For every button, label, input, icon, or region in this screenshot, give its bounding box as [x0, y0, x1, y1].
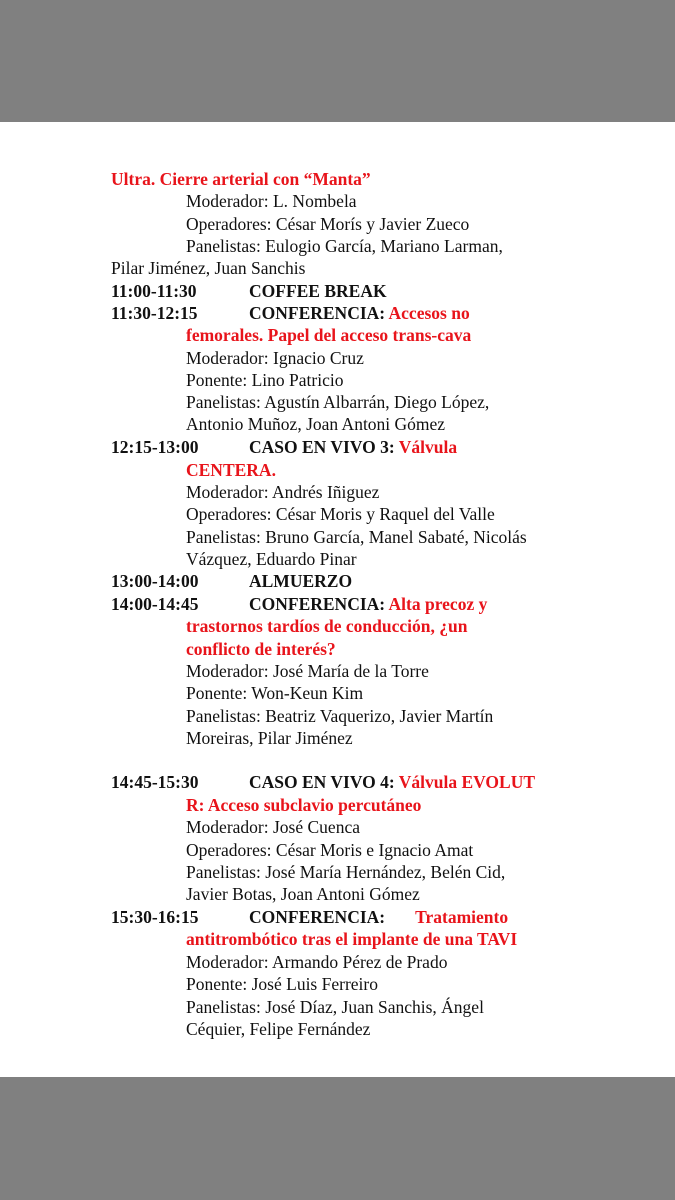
panelists-line: Panelistas: Agustín Albarrán, Diego López,: [186, 392, 490, 412]
operators-line: Operadores: César Morís y Javier Zueco: [186, 214, 470, 234]
schedule-row-almuerzo: [111, 570, 352, 592]
panelists-line: Panelistas: Bruno García, Manel Sabaté, Nicolás: [186, 527, 527, 547]
time-slot: 11:00-11:30: [111, 281, 197, 301]
event-label: CASO EN VIVO 4:: [249, 772, 399, 792]
panelists-line: Panelistas: José María Hernández, Belén Cid,: [186, 862, 506, 882]
time-slot: 13:00-14:00: [111, 571, 199, 591]
speaker-line: Ponente: Won-Keun Kim: [186, 683, 364, 703]
panelists-line-cont: Antonio Muñoz, Joan Antoni Gómez: [186, 414, 446, 434]
panelists-line-cont: Moreiras, Pilar Jiménez: [186, 728, 353, 748]
event-title-cont: femorales. Papel del acceso trans-cava: [186, 325, 472, 345]
operators-line: Operadores: César Moris e Ignacio Amat: [186, 840, 474, 860]
schedule-row-caso3: [111, 436, 457, 458]
moderator-line: Moderador: Armando Pérez de Prado: [186, 952, 448, 972]
event-title: Válvula EVOLUT: [398, 772, 536, 792]
panelists-line: Panelistas: Beatriz Vaquerizo, Javier Martín: [186, 706, 494, 726]
event-label: CONFERENCIA:: [249, 594, 389, 614]
operators-line: Operadores: César Moris y Raquel del Valle: [186, 504, 495, 524]
panelists-line-cont: Vázquez, Eduardo Pinar: [186, 549, 357, 569]
event-title: Alta precoz y: [388, 594, 488, 614]
session-title: Ultra. Cierre arterial con “Manta”: [111, 169, 371, 189]
schedule-row-caso4: [111, 771, 535, 793]
event-label: CONFERENCIA:: [249, 303, 389, 323]
panelists-line-cont: Javier Botas, Joan Antoni Gómez: [186, 884, 420, 904]
event-label: CONFERENCIA:: [249, 907, 386, 927]
event-title-cont: R: Acceso subclavio percutáneo: [186, 795, 422, 815]
event-title-cont: conflicto de interés?: [186, 639, 336, 659]
speaker-line: Ponente: José Luis Ferreiro: [186, 974, 378, 994]
time-slot: 15:30-16:15: [111, 907, 199, 927]
schedule-row-conf2: [111, 593, 487, 615]
moderator-line: Moderador: José Cuenca: [186, 817, 360, 837]
time-slot: 12:15-13:00: [111, 437, 199, 457]
event-label: COFFEE BREAK: [249, 281, 387, 301]
moderator-line: Moderador: L. Nombela: [186, 191, 357, 211]
schedule-row-coffee: [111, 280, 387, 302]
panelists-line: Panelistas: José Díaz, Juan Sanchis, Ángel: [186, 997, 484, 1017]
schedule-row-conf1: [111, 302, 470, 324]
moderator-line: Moderador: Ignacio Cruz: [186, 348, 364, 368]
moderator-line: Moderador: José María de la Torre: [186, 661, 429, 681]
speaker-line: Ponente: Lino Patricio: [186, 370, 344, 390]
time-slot: 14:00-14:45: [111, 594, 199, 614]
event-label: CASO EN VIVO 3:: [249, 437, 399, 457]
event-title-cont: antitrombótico tras el implante de una TAVI: [186, 929, 518, 949]
panelists-line: Panelistas: Eulogio García, Mariano Larman,: [186, 236, 503, 256]
time-slot: 11:30-12:15: [111, 303, 198, 323]
panelists-line-cont: Pilar Jiménez, Juan Sanchis: [111, 258, 306, 278]
document-page: [0, 122, 675, 1077]
event-title: Tratamiento: [415, 907, 509, 927]
event-title: Accesos no: [388, 303, 470, 323]
event-title-cont: CENTERA.: [186, 460, 276, 480]
event-title: Válvula: [398, 437, 458, 457]
event-label: ALMUERZO: [249, 571, 353, 591]
schedule-row-conf3: [111, 906, 508, 928]
event-title-cont: trastornos tardíos de conducción, ¿un: [186, 616, 468, 636]
moderator-line: Moderador: Andrés Iñiguez: [186, 482, 380, 502]
time-slot: 14:45-15:30: [111, 772, 199, 792]
panelists-line-cont: Céquier, Felipe Fernández: [186, 1019, 371, 1039]
